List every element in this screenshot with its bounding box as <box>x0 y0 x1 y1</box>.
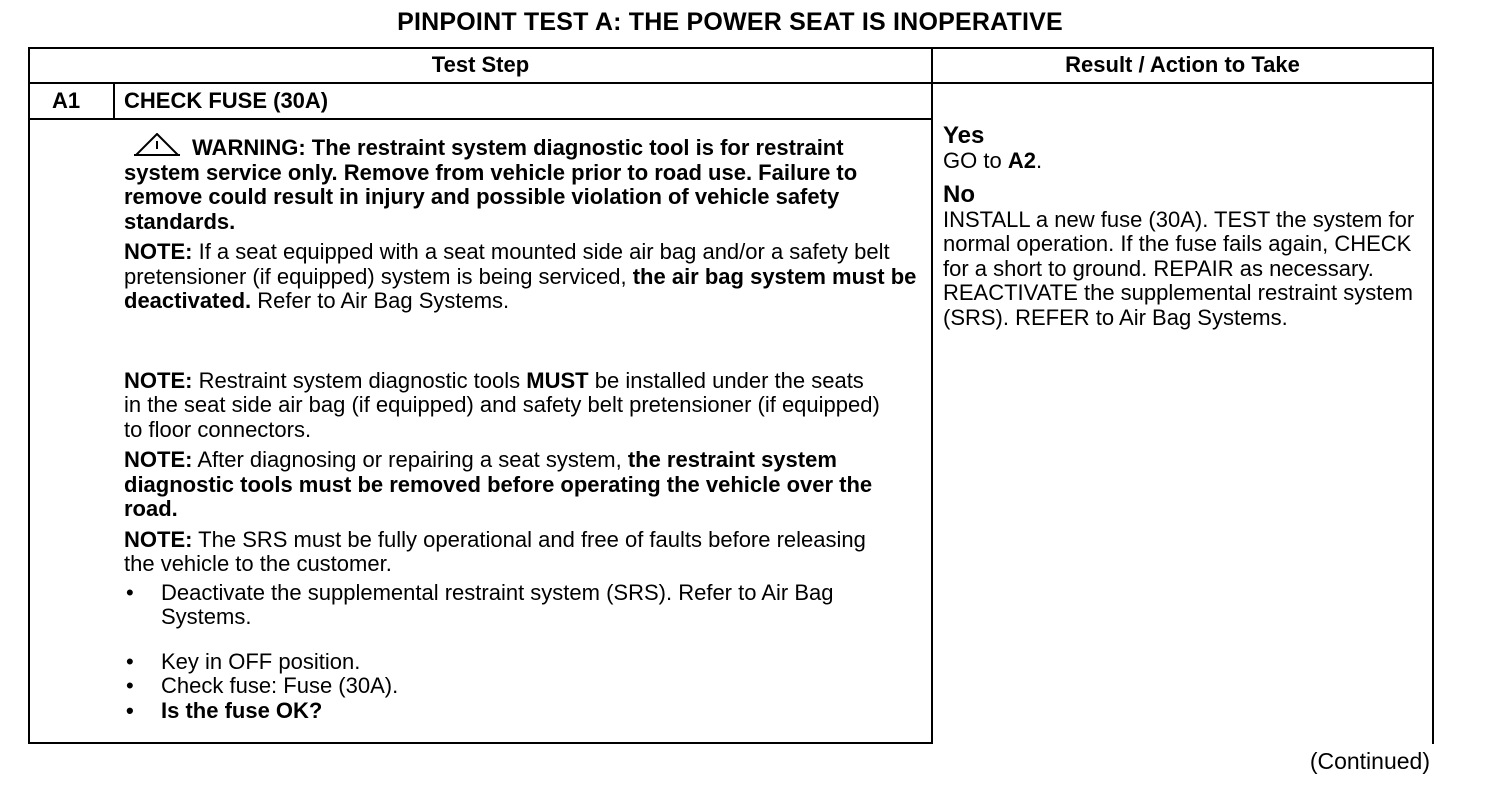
bullet-mark: • <box>126 648 134 674</box>
header-result: Result / Action to Take <box>1065 52 1300 77</box>
result-yes-text: GO to <box>943 148 1002 173</box>
bullet-item <box>124 650 924 675</box>
note-4-text: The SRS must be fully operational and free of faults before releasing the vehicle to the customer. <box>124 526 866 576</box>
note-2 <box>124 369 884 443</box>
result-yes-target: A2 <box>1007 148 1036 173</box>
bullet-item <box>124 699 924 724</box>
bullet-item <box>124 674 924 699</box>
step-title: CHECK FUSE (30A) <box>124 88 329 113</box>
page-title: PINPOINT TEST A: THE POWER SEAT IS INOPERATIVE <box>397 8 1063 36</box>
note-1-text: If a seat equipped with a seat mounted side air bag and/or a safety belt pretensioner (if equipped) system is being serviced, <box>124 239 890 289</box>
bullet-text: Check fuse: Fuse (30A). <box>161 673 399 698</box>
step-id: A1 <box>52 88 81 113</box>
note-3-bold: the restraint system diagnostic tools must be removed before operating the vehicle over the road. <box>124 447 873 521</box>
header-test-step: Test Step <box>431 52 530 77</box>
result-no-label: No <box>943 180 975 208</box>
header-divider <box>28 82 1434 84</box>
note-3-label: NOTE: <box>124 447 193 472</box>
result-yes-label: Yes <box>943 122 985 149</box>
note-2-text-before: Restraint system diagnostic tools <box>198 367 521 393</box>
table-border-top <box>28 47 1434 49</box>
bullet-mark: • <box>126 579 134 605</box>
note-3 <box>124 448 899 522</box>
warning-block <box>124 133 924 234</box>
result-body <box>943 123 1423 330</box>
warning-triangle-icon <box>134 133 180 157</box>
bullet-item <box>124 581 861 630</box>
table-border-right <box>1432 47 1434 744</box>
note-2-bold: MUST <box>526 367 589 393</box>
note-1-bold: the air bag system must be deactivated. <box>124 263 917 313</box>
result-no-text: INSTALL a new fuse (30A). TEST the system for normal operation. If the fuse fails again, CHECK for a short to ground. REPAIR as necessary. REACTIVATE the supplemental restraint system (SRS). REFER to Air Bag Systems. <box>943 206 1415 330</box>
bullet-mark: • <box>126 697 134 723</box>
warning-label: WARNING: <box>192 135 306 160</box>
table-border-left <box>28 47 30 744</box>
warning-text: The restraint system diagnostic tool is for restraint system service only. Remove from vehicle prior to road use. Failure to remove could result in injury and possible violation of vehicle safety standards. <box>124 135 858 234</box>
test-step-body <box>124 133 924 723</box>
bullet-mark: • <box>126 673 134 698</box>
note-2-label: NOTE: <box>124 367 193 393</box>
note-1-label: NOTE: <box>124 239 193 264</box>
note-4-label: NOTE: <box>124 526 193 552</box>
table-border-bottom <box>28 742 933 744</box>
column-divider <box>931 47 933 744</box>
bullet-text: Deactivate the supplemental restraint system (SRS). Refer to Air Bag Systems. <box>161 579 834 629</box>
note-1-tail: Refer to Air Bag Systems. <box>257 288 510 313</box>
continued-label: (Continued) <box>1309 748 1430 774</box>
bullet-text: Key in OFF position. <box>161 648 361 674</box>
bullet-text: Is the fuse OK? <box>161 697 323 723</box>
result-yes <box>943 149 1423 174</box>
step-title-divider <box>28 118 933 120</box>
note-3-text: After diagnosing or repairing a seat system, <box>197 447 622 472</box>
step-id-divider <box>113 83 115 119</box>
note-1 <box>124 240 924 314</box>
note-4 <box>124 528 894 577</box>
result-yes-period: . <box>1035 148 1043 173</box>
note-2-text-after: be installed under the seats in the seat side air bag (if equipped) and safety belt pretensioner (if equipped) to floor connectors. <box>124 367 880 442</box>
